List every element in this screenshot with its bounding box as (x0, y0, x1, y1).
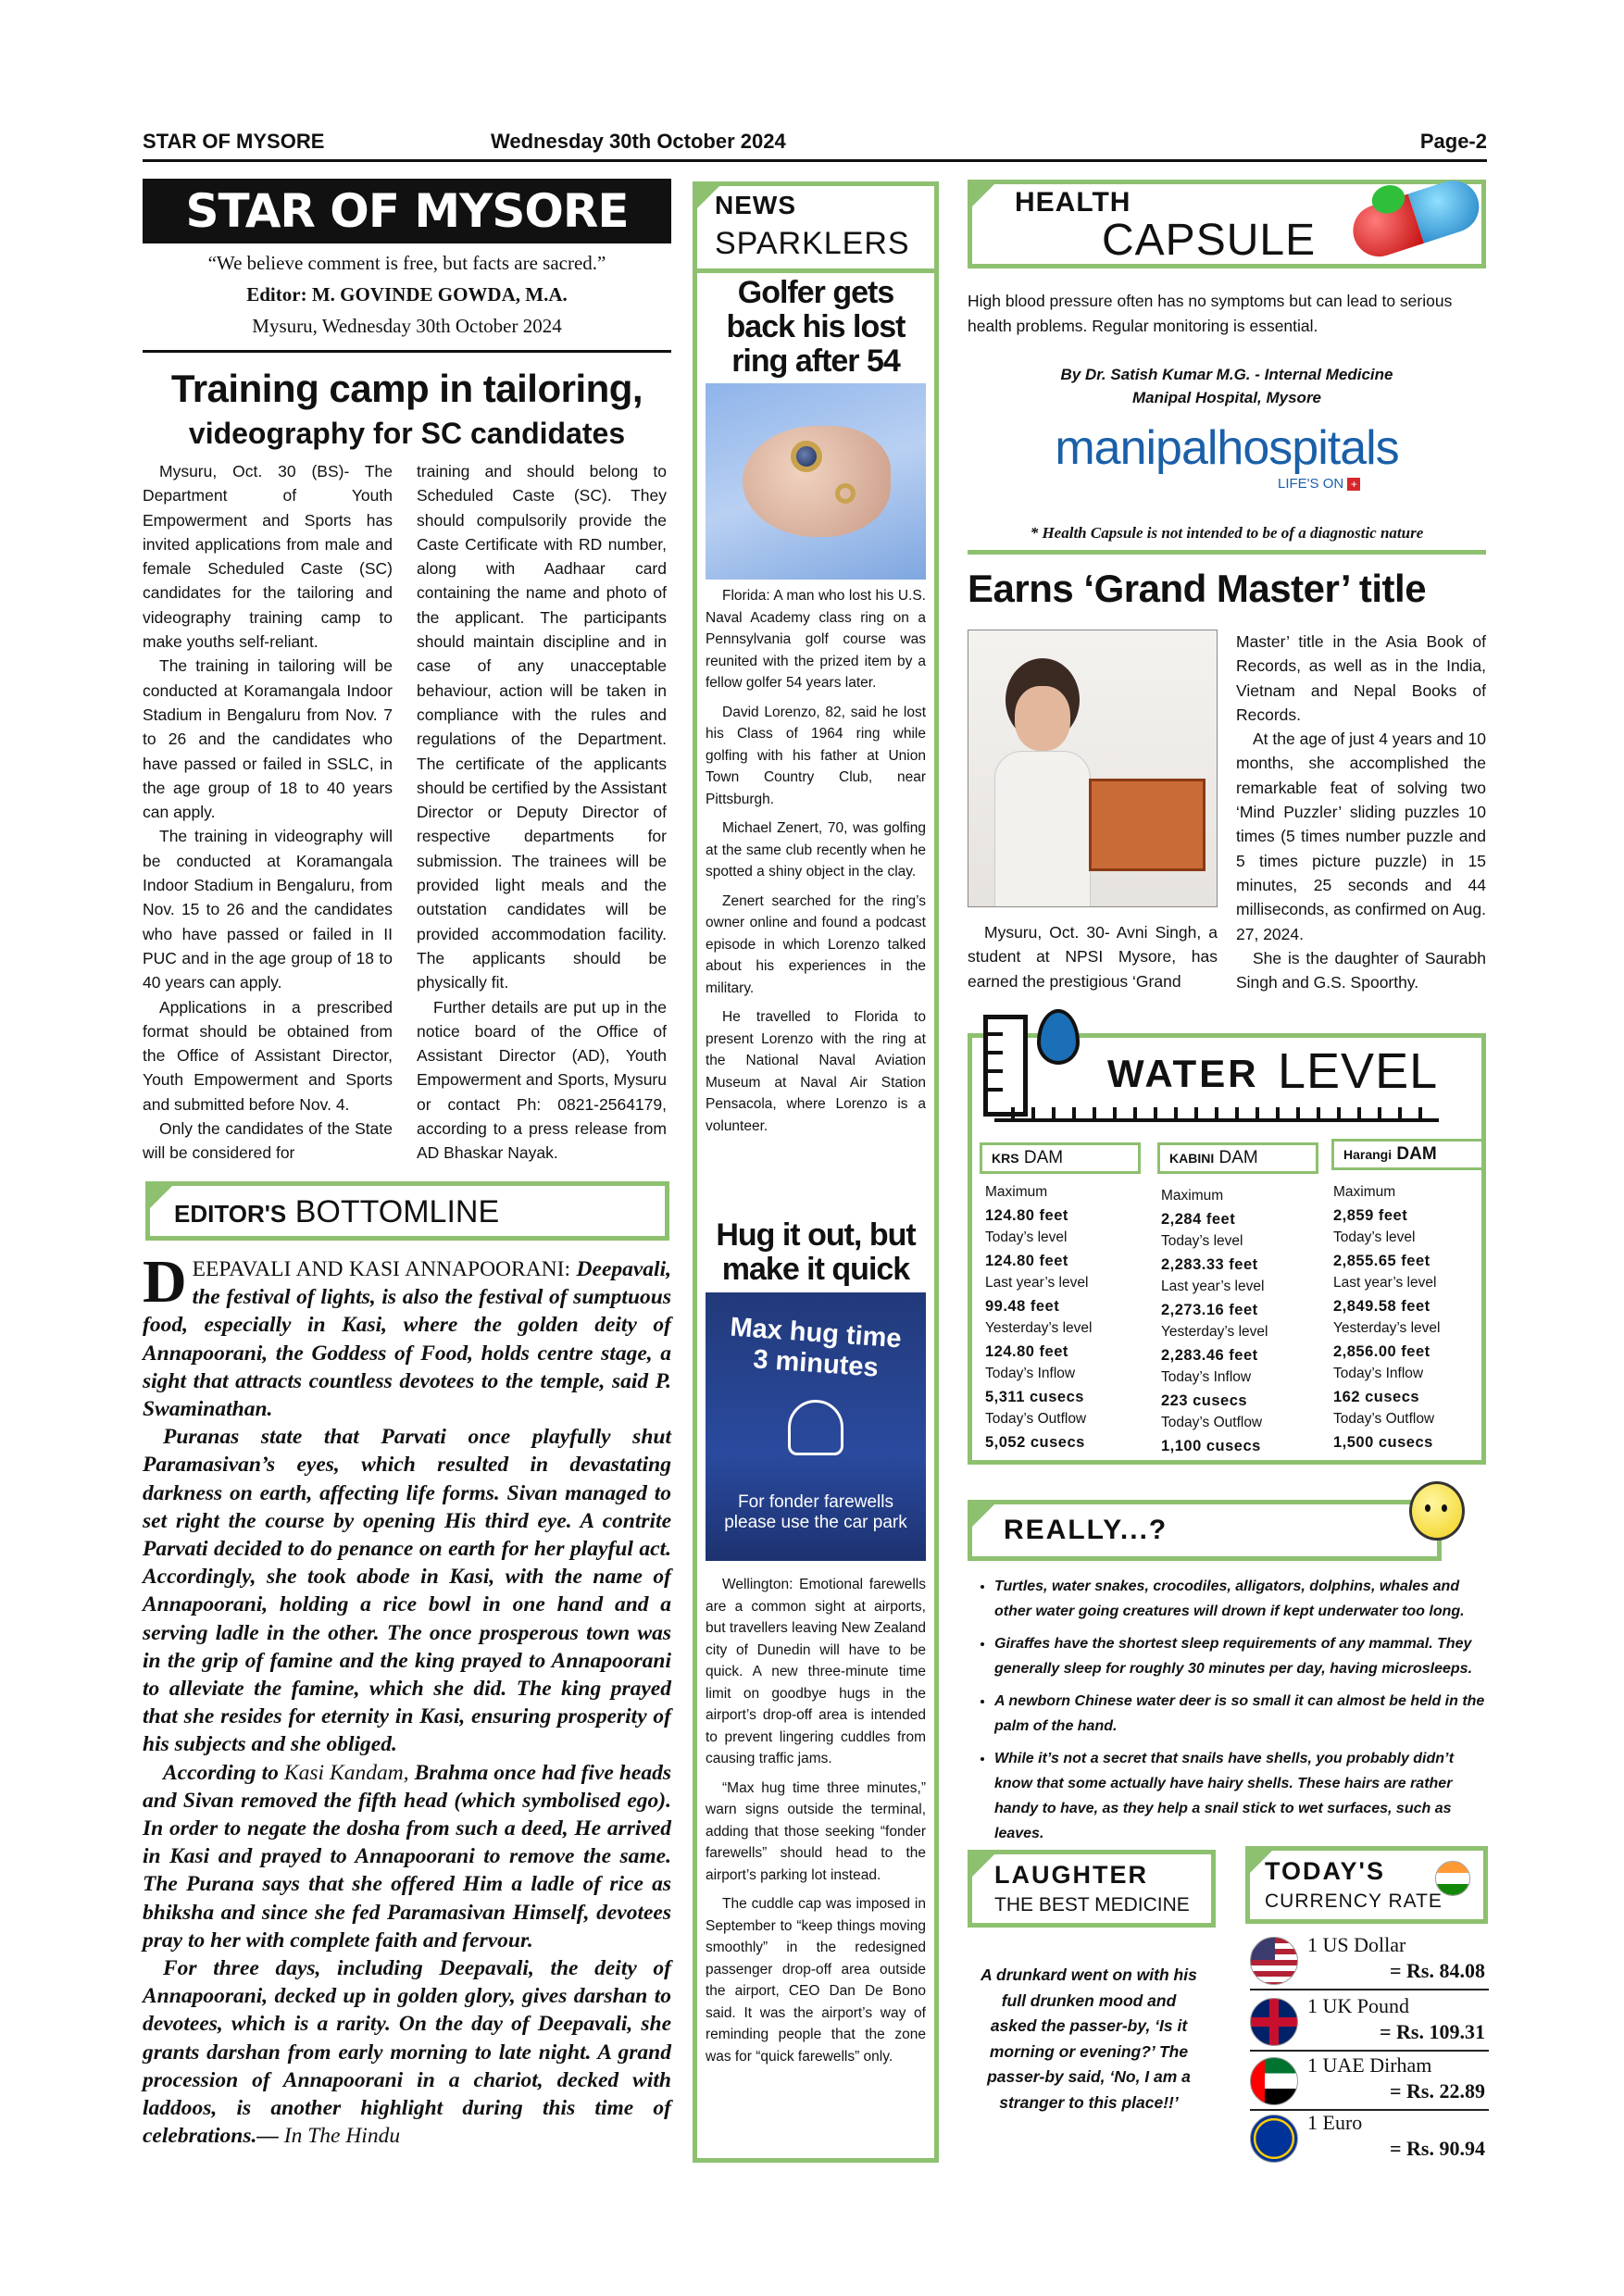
really-item: • Turtles, water snakes, crocodiles, alligators, dolphins, whales and other water going creatures will drown if kept underwater too long. (994, 1574, 1487, 1624)
health-label-bold: HEALTH (1015, 187, 1131, 218)
hug-story (706, 1574, 926, 2067)
training-para: Applications in a prescribed format should be obtained from the Office of Assistant Director, Youth Empowerment and Sports and submitted before Nov. 4. (143, 997, 393, 1114)
us-flag-icon (1250, 1937, 1298, 1985)
grandmaster-right (1236, 630, 1486, 994)
golf-ring-photo (706, 383, 926, 580)
krs-dam-label: KRS DAM (980, 1142, 1141, 1174)
health-tip: High blood pressure often has no symptoms but can lead to serious health problems. Regular monitoring is essential. (968, 292, 1453, 335)
gauge-icon (983, 1015, 1028, 1117)
editor-label-bold: EDITOR'S (174, 1200, 287, 1228)
eu-flag-icon (1250, 2115, 1298, 2163)
editorial-para: Puranas state that Parvati once playfully shut Paramasivan’s eyes, which resulted in devastating darkness on earth, affecting life forms. Sivan managed to set right the course by opening His third eye. A contrite Parvati decided to do penance on earth for her playful act. Accordingly, she took abode in Kasi, with the name of Annapoorani, holding a rice bowl in one hand and a serving ladle in the other. The once prosperous town was in the grip of famine and the king prayed to Annapoorani to alleviate the famine, which she did. The king prayed that she resides for eternity in Kasi, ensuring prosperity of his subjects and she obliged. (143, 1425, 671, 1757)
currency-row-usd: 1 US Dollar = Rs. 84.08 (1250, 1931, 1489, 1990)
really-item: • A newborn Chinese water deer is so small it can almost be held in the palm of the hand. (994, 1689, 1487, 1739)
water-label-bold: WATER (1107, 1052, 1259, 1095)
page-number: Page-2 (1419, 130, 1487, 153)
grandmaster-headline: Earns ‘Grand Master’ title (968, 567, 1427, 610)
dateline: Mysuru, Wednesday 30th October 2024 (252, 315, 562, 337)
byline-line: By Dr. Satish Kumar M.G. - Internal Medicine (1060, 366, 1393, 383)
training-para: Further details are put up in the notice board of the Office of Assistant Director (AD), Youth Empowerment and Sports, Mysuru or contact Ph: 0821-2564179, according to a press release from AD Bhaskar Nayak. (417, 997, 667, 1163)
grandmaster-para: Mysuru, Oct. 30- Avni Singh, a student at NPSI Mysore, has earned the prestigious ‘Grand (968, 923, 1218, 991)
golf-para: Zenert searched for the ring’s owner online and found a podcast episode in which Lorenzo talked about his experiences in the military. (706, 892, 926, 996)
editor-label-thin: BOTTOMLINE (294, 1194, 500, 1229)
grandmaster-para: She is the daughter of Saurabh Singh and G.S. Spoorthy. (1236, 948, 1486, 992)
editorial-body (143, 1248, 672, 2151)
hug-icon (788, 1400, 843, 1455)
page-header (143, 130, 1487, 163)
manipal-tagline: LIFE'S ON + (1278, 476, 1360, 492)
label-corner (968, 1500, 999, 1531)
kabini-data: Maximum 2,284 feet Today’s level 2,283.33 feet Last year’s level 2,273.16 feet Yesterday’s level 2,283.46 feet Today’s Inflow 223 cusecs Today’s Outflow 1,100 cusecs (1161, 1188, 1268, 1454)
hug-headline: Hug it out, but make it quick (716, 1217, 916, 1287)
joke-text: A drunkard went on with his full drunken mood and asked the passer-by, ‘Is it morning or evening?’ The passer-by said, ‘No, I am a stranger to this place!!’ (981, 1965, 1197, 2112)
currency-row-eur: 1 Euro = Rs. 90.94 (1250, 2109, 1489, 2168)
editor-label (174, 1194, 499, 1230)
editor-line: Editor: M. GOVINDE GOWDA, M.A. (246, 283, 568, 306)
training-para: Only the candidates of the State will be considered for (143, 1119, 393, 1163)
sign-text: please use the car park (724, 1513, 907, 1532)
golf-para: Florida: A man who lost his U.S. Naval Academy class ring on a Pennsylvania golf course was reunited with the prized item by a fellow golfer 54 years later. (706, 588, 926, 691)
news-label-bold: NEWS (715, 191, 796, 219)
really-item: • While it’s not a secret that snails have shells, you probably didn’t know that some actually have hairy shells. These hairs are rather handy to have, as they help a snail stick to wet surfaces, such as leaves. (994, 1746, 1487, 1846)
golf-para: Michael Zenert, 70, was golfing at the same club recently when he spotted a shiny object in the clay. (706, 820, 926, 880)
byline-line: Manipal Hospital, Mysore (1131, 389, 1322, 406)
currency-row-aed: 1 UAE Dirham = Rs. 22.89 (1250, 2052, 1489, 2111)
currency-label-thin: CURRENCY RATE (1265, 1890, 1443, 1912)
motto: “We believe comment is free, but facts are sacred.” (207, 252, 606, 274)
drop-cap: D (143, 1248, 187, 1316)
water-label-thin: LEVEL (1278, 1043, 1439, 1099)
laughter-label-thin: THE BEST MEDICINE (994, 1894, 1190, 1915)
health-byline (968, 363, 1486, 409)
training-para: The training in videography will be conducted at Koramangala Indoor Stadium in Bengaluru, from Nov. 15 to 26 and the candidates who have passed or failed in II PUC and in the age group of 18 to 40 years can apply. (143, 827, 393, 992)
news-label-thin: SPARKLERS (715, 226, 910, 261)
hug-para: The cuddle cap was imposed in September to “keep things moving smoothly” in the redesigned passenger drop-off area outside the airport, CEO Dan De Bono said. It was the airport’s way of reminding people that the zone was for “quick farewells” only. (706, 1896, 926, 2065)
harangi-data: Maximum 2,859 feet Today’s level 2,855.65 feet Last year’s level 2,849.58 feet Yesterday’s level 2,856.00 feet Today’s Inflow 162 cusecs Today’s Outflow 1,500 cusecs (1333, 1184, 1441, 1451)
training-headline: Training camp in tailoring, (170, 367, 643, 410)
currency-label-bold: TODAY'S (1265, 1857, 1385, 1885)
editorial-credit: In The Hindu (283, 2124, 401, 2149)
training-para: The training in tailoring will be conducted at Koramangala Indoor Stadium in Bengaluru from Nov. 7 to 26 and the candidates who have passed or failed in SSLC, in the age group of 18 to 40 years can apply. (143, 656, 393, 822)
editorial-lead: EEPAVALI AND KASI ANNAPOORANI: (192, 1257, 570, 1281)
grandmaster-photo (968, 630, 1218, 907)
krs-data: Maximum 124.80 feet Today’s level 124.80 feet Last year’s level 99.48 feet Yesterday’s level 124.80 feet Today’s Inflow 5,311 cusecs Today’s Outflow 5,052 cusecs (985, 1184, 1093, 1451)
lightbulb-icon (1409, 1481, 1465, 1541)
golf-para: He travelled to Florida to present Lorenzo with the ring at the National Naval Aviation Museum at Naval Air Station Pensacola, where Lorenzo is a volunteer. (706, 1009, 926, 1134)
really-item: • Giraffes have the shortest sleep requirements of any mammal. They generally sleep for roughly 30 minutes per day, having microsleeps. (994, 1631, 1487, 1681)
water-drop-icon (1037, 1009, 1080, 1065)
news-rule (693, 268, 939, 273)
currency-row-gbp: 1 UK Pound = Rs. 109.31 (1250, 1992, 1489, 2052)
label-corner (145, 1181, 177, 1213)
golf-headline: Golfer gets back his lost ring after 54 (726, 275, 906, 379)
grandmaster-para: At the age of just 4 years and 10 months, she accomplished the remarkable feat of solving two ‘Mind Puzzler’ sliding puzzles 10 times (5 times number puzzle and 5 times picture puzzle) in 15 minutes, 25 seconds and 44 milliseconds, as confirmed on Aug. 27, 2024. (1236, 730, 1486, 943)
laughter-label-bold: LAUGHTER (994, 1861, 1148, 1889)
sign-text: For fonder farewells (738, 1492, 893, 1512)
masthead-title: STAR OF MYSORE (143, 179, 671, 243)
kabini-dam-label: KABINI DAM (1157, 1142, 1318, 1174)
hug-para: Wellington: Emotional farewells are a common sight at airports, but travellers leaving New Zealand city of Dunedin will have to be quick. A new three-minute time limit on goodbye hugs in the airport’s drop-off area is intended to prevent lingering cuddles from causing traffic jams. (706, 1577, 926, 1766)
header-rule (143, 159, 1487, 162)
manipal-logo: manipalhospitals (1055, 421, 1399, 475)
paper-name: STAR OF MYSORE (143, 130, 325, 153)
waves-icon (994, 1107, 1439, 1122)
health-note: * Health Capsule is not intended to be of a diagnostic nature (1030, 524, 1424, 542)
health-label-thin: CAPSULE (1102, 216, 1317, 265)
training-para: training and should belong to Scheduled Caste (SC). They should compulsorily provide the Caste Certificate with RD number, along with Aadhaar card containing the name and photo of the applicant. The participants should maintain discipline and in case of any unacceptable behaviour, action will be taken in compliance with the rules and regulations of the Department. The certificate of the applicants should be certified by the Assistant Director or Deputy Director of respective departments for submission. The trainees will be provided light meals and the outstation candidates will be provided accommodation facility. The applicants should be physically fit. (417, 462, 667, 992)
training-subhead: videography for SC candidates (188, 417, 626, 450)
health-rule (968, 550, 1486, 555)
golf-para: David Lorenzo, 82, said he lost his Class of 1964 ring while golfing with his father at Union Town Country Club, near Pittsburgh. (706, 704, 926, 807)
harangi-dam-label: Harangi DAM (1331, 1139, 1485, 1170)
hug-sign-photo (706, 1292, 926, 1561)
hug-para: “Max hug time three minutes,” warn signs outside the terminal, adding that those seeking “fonder farewells” should head to the airport’s parking lot instead. (706, 1779, 926, 1883)
golf-story (706, 585, 926, 1137)
plus-icon: + (1347, 478, 1360, 491)
editorial-para: Deepavali, the festival of lights, is also the festival of sumptuous food, especially in Kasi, where the golden deity of Annapoorani, the Goddess of Food, holds centre stage, a sight that attracts countless devotees to the temple, said P. Swaminathan. (143, 1257, 671, 1422)
uk-flag-icon (1250, 1998, 1298, 2046)
uae-flag-icon (1250, 2057, 1298, 2105)
training-para: Mysuru, Oct. 30 (BS)- The Department of Youth Empowerment and Sports has invited applications from male and female Scheduled Caste (SC) candidates for the tailoring and videography training camp to make youths self-reliant. (143, 462, 393, 652)
sign-text: Max hug time (729, 1312, 903, 1354)
editorial-para: For three days, including Deepavali, the deity of Annapoorani, decked up in golden glory, gives darshan to devotees, which is a rarity. On the day of Deepavali, she grants darshan from early morning to late night. A grand procession of Annapoorani in a chariot, decked with laddoos, is another highlight during this time of celebrations.— In The Hindu (143, 1956, 671, 2149)
masthead-rule (143, 350, 671, 353)
editorial-para: According to Kasi Kandam, Brahma once had five heads and Sivan removed the fifth head (which symbolised ego). In order to negate the dosha from such a deed, He arrived in Kasi and prayed to Annapoorani to remove the same. The Purana says that she offered Him a ladle of rice as bhiksha and since she fed Paramasivan Himself, devotees pray to her with complete faith and fervour. (143, 1760, 672, 1953)
grandmaster-left (968, 920, 1218, 993)
grandmaster-para: Master’ title in the Asia Book of Records, as well as in the India, Vietnam and Nepal Books of Records. (1236, 632, 1486, 724)
label-corner (968, 180, 999, 211)
sign-text: 3 minutes (752, 1344, 880, 1383)
india-flag-icon (1435, 1861, 1470, 1896)
really-list (972, 1574, 1487, 1853)
training-col-1 (143, 459, 393, 1166)
really-label: REALLY...? (1004, 1515, 1168, 1545)
training-col-2 (417, 459, 667, 1166)
issue-date: Wednesday 30th October 2024 (491, 130, 786, 153)
